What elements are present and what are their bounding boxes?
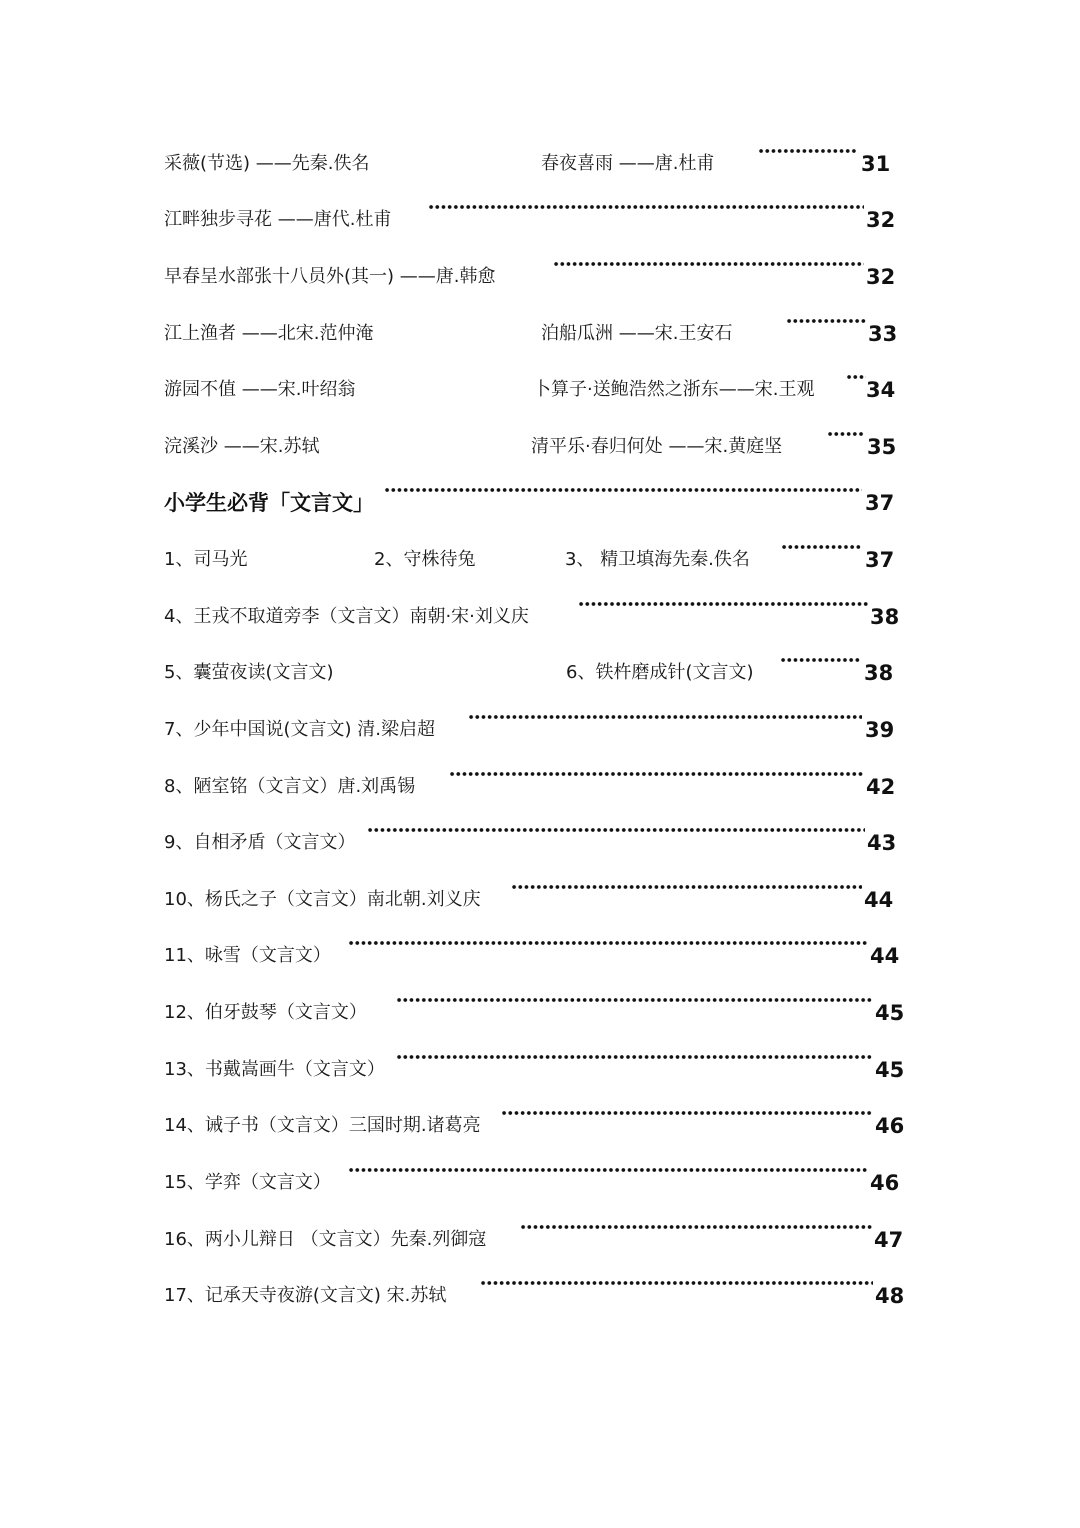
dot-leader bbox=[367, 823, 865, 837]
dot-leader bbox=[553, 257, 864, 271]
toc-row[interactable] bbox=[0, 200, 1080, 240]
toc-entry-title: 2、守株待兔 bbox=[374, 549, 476, 570]
toc-entry-title: 8、陋室铭（文言文）唐.刘禹锡 bbox=[164, 776, 416, 797]
toc-row[interactable] bbox=[0, 653, 1080, 693]
toc-entry-title: 9、自相矛盾（文言文） bbox=[164, 832, 356, 853]
toc-entry-title: 16、两小儿辩日 （文言文）先秦.列御寇 bbox=[164, 1229, 487, 1250]
toc-page-number: 46 bbox=[870, 1171, 900, 1195]
toc-row[interactable] bbox=[0, 823, 1080, 863]
toc-row[interactable] bbox=[0, 1050, 1080, 1090]
dot-leader bbox=[786, 314, 866, 328]
dot-leader bbox=[511, 880, 862, 894]
toc-entry-title: 7、少年中国说(文言文) 清.梁启超 bbox=[164, 719, 435, 740]
toc-page-number: 44 bbox=[864, 888, 894, 912]
toc-entry-title: 江畔独步寻花 ——唐代.杜甫 bbox=[164, 209, 392, 230]
toc-row[interactable] bbox=[0, 767, 1080, 807]
dot-leader bbox=[846, 370, 866, 384]
dot-leader bbox=[396, 993, 873, 1007]
toc-page-number: 37 bbox=[865, 548, 895, 572]
toc-entry-title: 5、囊萤夜读(文言文) bbox=[164, 662, 334, 683]
toc-entry-title: 17、记承天寺夜游(文言文) 宋.苏轼 bbox=[164, 1285, 447, 1306]
toc-page-number: 37 bbox=[865, 491, 895, 515]
toc-entry-title: 6、铁杵磨成针(文言文) bbox=[566, 662, 754, 683]
toc-page-number: 33 bbox=[868, 322, 898, 346]
toc-row[interactable] bbox=[0, 1220, 1080, 1260]
toc-row[interactable] bbox=[0, 370, 1080, 410]
toc-entry-title: 清平乐·春归何处 ——宋.黄庭坚 bbox=[531, 436, 783, 457]
dot-leader bbox=[449, 767, 863, 781]
toc-page-number: 34 bbox=[866, 378, 896, 402]
toc-entry-title: 游园不值 ——宋.叶绍翁 bbox=[164, 379, 356, 400]
toc-page-number: 32 bbox=[866, 208, 896, 232]
dot-leader bbox=[781, 540, 862, 554]
dot-leader bbox=[780, 653, 861, 667]
toc-entry-title: 采薇(节选) ——先秦.佚名 bbox=[164, 153, 370, 174]
toc-page-number: 46 bbox=[875, 1114, 905, 1138]
toc-page-number: 45 bbox=[875, 1001, 905, 1025]
dot-leader bbox=[520, 1220, 872, 1234]
toc-row[interactable] bbox=[0, 936, 1080, 976]
dot-leader bbox=[501, 1106, 873, 1120]
dot-leader bbox=[758, 144, 858, 158]
toc-page-number: 45 bbox=[875, 1058, 905, 1082]
toc-entry-title: 江上渔者 ——北宋.范仲淹 bbox=[164, 323, 374, 344]
toc-page-number: 32 bbox=[866, 265, 896, 289]
toc-entry-title: 15、学弈（文言文） bbox=[164, 1172, 331, 1193]
toc-entry-title: 12、伯牙鼓琴（文言文） bbox=[164, 1002, 367, 1023]
section-heading: 小学生必背「文言文」 bbox=[164, 491, 374, 515]
toc-row[interactable] bbox=[0, 257, 1080, 297]
toc-page-number: 43 bbox=[867, 831, 897, 855]
toc-entry-title: 卜算子·送鲍浩然之浙东——宋.王观 bbox=[533, 379, 815, 400]
toc-page-number: 38 bbox=[870, 605, 900, 629]
toc-row[interactable] bbox=[0, 314, 1080, 354]
dot-leader bbox=[348, 1163, 867, 1177]
dot-leader bbox=[384, 483, 862, 497]
toc-row[interactable] bbox=[0, 993, 1080, 1033]
toc-entry-title: 1、司马光 bbox=[164, 549, 248, 570]
toc-entry-title: 春夜喜雨 ——唐.杜甫 bbox=[541, 153, 715, 174]
toc-page-number: 48 bbox=[875, 1284, 905, 1308]
toc-page-number: 44 bbox=[870, 944, 900, 968]
dot-leader bbox=[348, 936, 867, 950]
dot-leader bbox=[578, 597, 868, 611]
toc-page-number: 42 bbox=[866, 775, 896, 799]
dot-leader bbox=[827, 427, 865, 441]
toc-page-number: 35 bbox=[867, 435, 897, 459]
toc-entry-title: 14、诫子书（文言文）三国时期.诸葛亮 bbox=[164, 1115, 481, 1136]
toc-entry-title: 泊船瓜洲 ——宋.王安石 bbox=[541, 323, 733, 344]
toc-entry-title: 4、王戎不取道旁李（文言文）南朝·宋·刘义庆 bbox=[164, 606, 529, 627]
toc-page-number: 39 bbox=[865, 718, 895, 742]
toc-section-heading-row[interactable] bbox=[0, 483, 1080, 523]
toc-page-number: 38 bbox=[864, 661, 894, 685]
dot-leader bbox=[396, 1050, 873, 1064]
toc-row[interactable] bbox=[0, 1163, 1080, 1203]
toc-row[interactable] bbox=[0, 540, 1080, 580]
toc-entry-title: 3、 精卫填海先秦.佚名 bbox=[565, 549, 750, 570]
toc-page-number: 31 bbox=[861, 152, 891, 176]
toc-row[interactable] bbox=[0, 1276, 1080, 1316]
toc-entry-title: 13、书戴嵩画牛（文言文） bbox=[164, 1059, 385, 1080]
toc-page-number: 47 bbox=[874, 1228, 904, 1252]
dot-leader bbox=[428, 200, 864, 214]
toc-entry-title: 浣溪沙 ——宋.苏轼 bbox=[164, 436, 320, 457]
toc-row[interactable] bbox=[0, 427, 1080, 467]
toc-entry-title: 10、杨氏之子（文言文）南北朝.刘义庆 bbox=[164, 889, 481, 910]
toc-row[interactable] bbox=[0, 710, 1080, 750]
toc-entry-title: 11、咏雪（文言文） bbox=[164, 945, 331, 966]
toc-row[interactable] bbox=[0, 597, 1080, 637]
dot-leader bbox=[468, 710, 862, 724]
toc-row[interactable] bbox=[0, 880, 1080, 920]
toc-row[interactable] bbox=[0, 1106, 1080, 1146]
toc-row[interactable] bbox=[0, 144, 1080, 184]
toc-entry-title: 早春呈水部张十八员外(其一) ——唐.韩愈 bbox=[164, 266, 496, 287]
dot-leader bbox=[480, 1276, 873, 1290]
